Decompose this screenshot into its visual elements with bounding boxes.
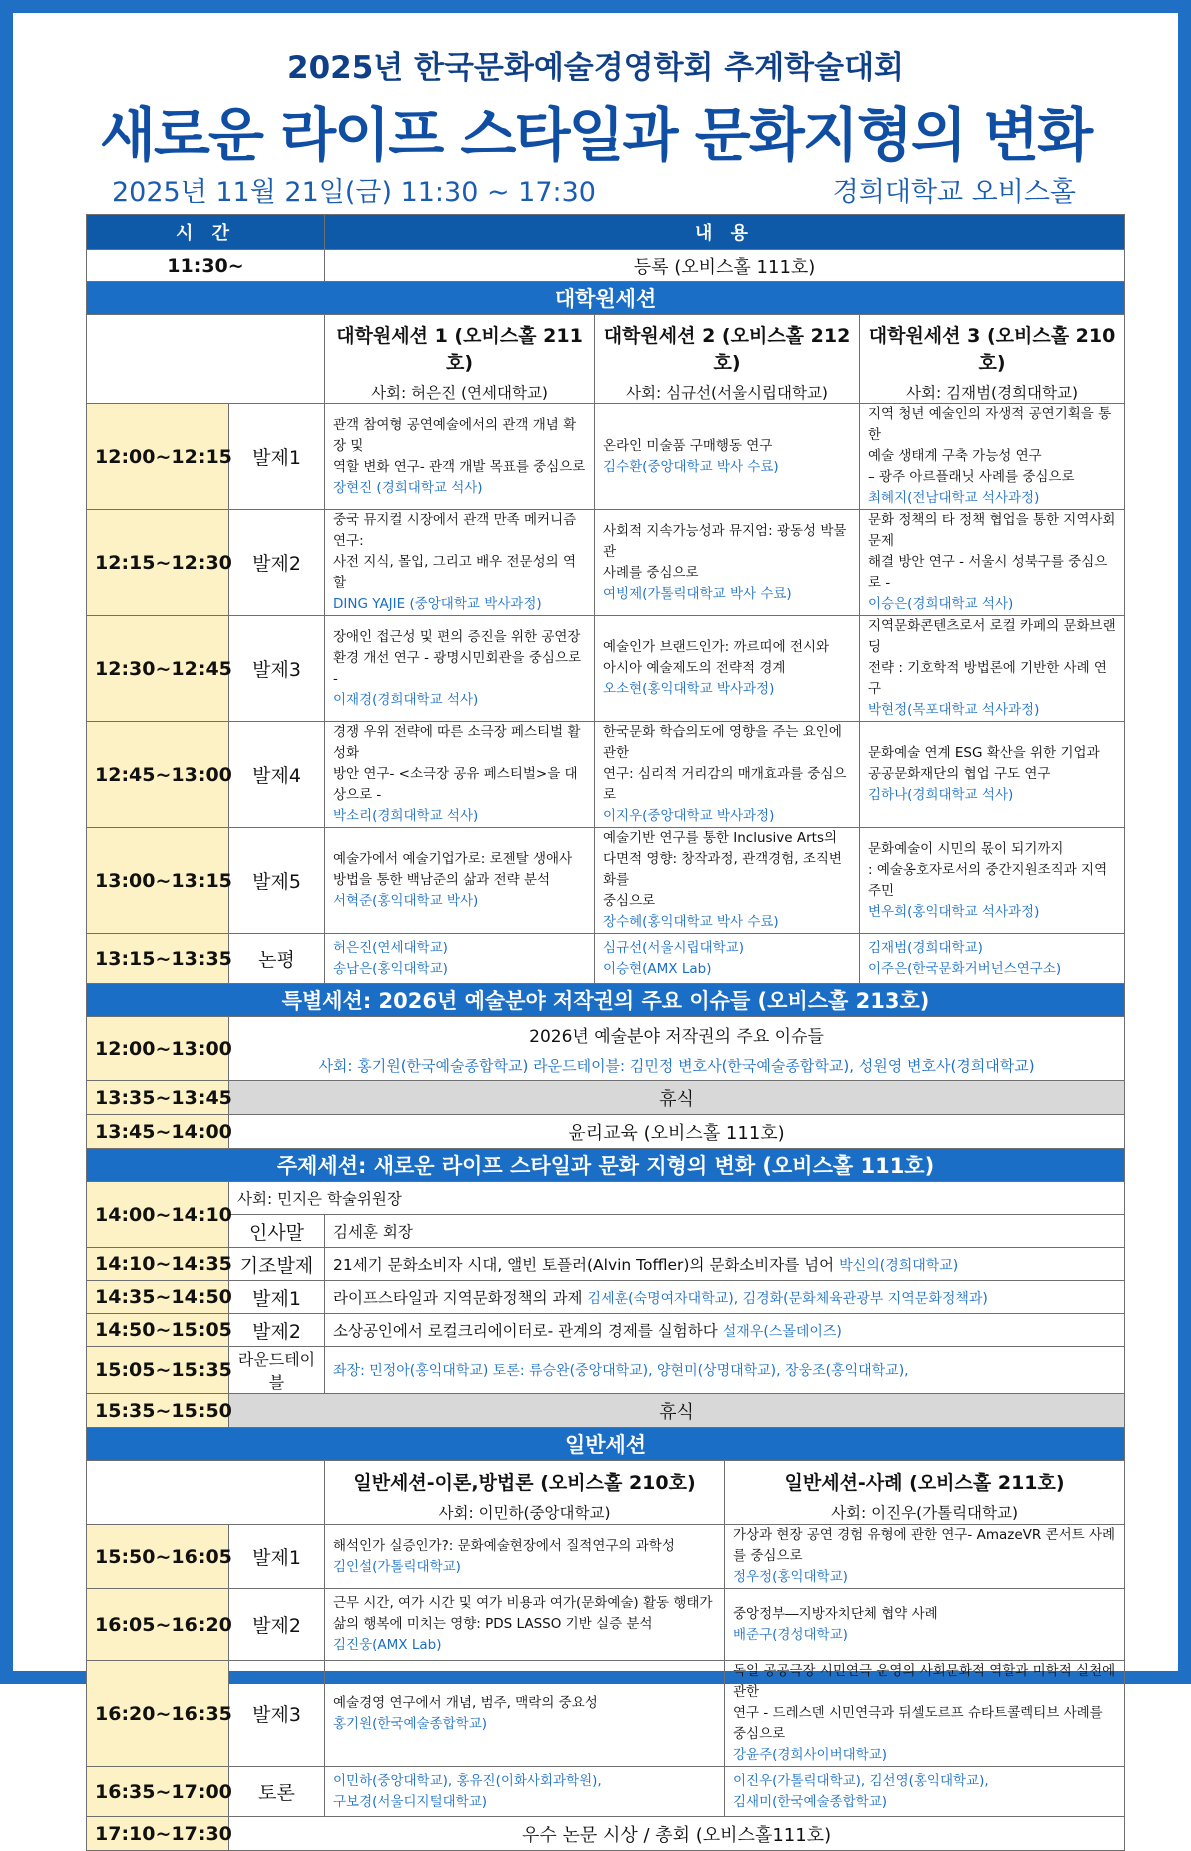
presentation-title: 사례를 중심으로 xyxy=(603,564,699,581)
presentation-cell xyxy=(725,1589,1125,1661)
grad-session-2-header xyxy=(595,315,860,404)
theme-moderator-row xyxy=(87,1182,1125,1215)
row-label: 발제1 xyxy=(229,1525,325,1589)
presentation-title: 예술가에서 예술기업가로: 로젠탈 생애사 xyxy=(333,851,573,867)
presentation-cell xyxy=(595,828,860,934)
presenter: 변우희(홍익대학교 석사과정) xyxy=(868,903,1040,920)
discussion-cell xyxy=(325,1767,725,1817)
grad-presentation-row xyxy=(87,828,1125,934)
discussant: 김새미(한국예술종합학교) xyxy=(733,1793,887,1810)
presentation-cell xyxy=(860,404,1125,510)
row-label: 발제2 xyxy=(229,1589,325,1661)
time-cell: 13:15~13:35 xyxy=(87,934,229,984)
presentation-title: 예술인가 브랜드인가: 까르띠에 전시와 xyxy=(603,639,830,655)
presenter: 이재경(경희대학교 석사) xyxy=(333,691,479,708)
time-cell: 14:00~14:10 xyxy=(87,1182,229,1248)
presentation-cell xyxy=(860,828,1125,934)
presenter: 서혁준(홍익대학교 박사) xyxy=(333,893,479,909)
row-label: 토론 xyxy=(229,1767,325,1817)
presentation-cell xyxy=(595,722,860,828)
presentation-title: 가상과 현장 공연 경험 유형에 관한 연구- AmazeVR 콘서트 사례를 중심으로 xyxy=(733,1527,1116,1564)
presentation-title: 전략 : 기호학적 방법론에 기반한 사례 연구 xyxy=(868,660,1107,697)
section-heading-row xyxy=(87,1428,1125,1461)
presentation-cell xyxy=(325,1661,725,1767)
presentation-title: 문화예술 연계 ESG 확산을 위한 기업과 xyxy=(868,745,1100,761)
row-label: 인사말 xyxy=(229,1215,325,1248)
reviewer: 김재범(경희대학교) xyxy=(868,939,983,956)
presentation-cell xyxy=(325,616,595,722)
session-title: 일반세션-이론,방법론 (오비스홀 210호) xyxy=(353,1472,696,1494)
theme-presentation-content xyxy=(325,1314,1125,1347)
reviewer: 송남은(홍익대학교) xyxy=(333,960,448,977)
presenter: 박신의(경희대학교) xyxy=(839,1258,959,1274)
presenter: 김수환(중앙대학교 박사 수료) xyxy=(603,458,779,475)
presentation-title: 온라인 미술품 구매행동 연구 xyxy=(603,437,773,454)
row-label: 논평 xyxy=(229,934,325,984)
presentation-title: 한국문화 학습의도에 영향을 주는 요인에 관한 xyxy=(603,724,842,761)
row-label: 발제2 xyxy=(229,510,325,616)
presentation-title: 장애인 접근성 및 편의 증진을 위한 공연장 xyxy=(333,628,581,645)
presentation-cell xyxy=(325,1525,725,1589)
break-text: 휴식 xyxy=(229,1081,1125,1115)
general-presentation-rows xyxy=(87,1525,1125,1767)
presenter: 오소현(홍익대학교 박사과정) xyxy=(603,681,775,697)
presentation-title: 예술기반 연구를 통한 Inclusive Arts의 xyxy=(603,830,838,846)
presentation-title: – 광주 아르플래닛 사례를 중심으로 xyxy=(868,469,1075,485)
presenter: 설재우(스몰데이즈) xyxy=(722,1324,842,1340)
presenter: DING YAJIE (중앙대학교 박사과정) xyxy=(333,596,542,612)
presenter: 홍기원(한국예술종합학교) xyxy=(333,1715,487,1732)
break-text: 휴식 xyxy=(229,1394,1125,1428)
discussant: 이민하(중앙대학교), 홍유진(이화사회과학원), xyxy=(333,1772,602,1789)
presentation-title: 해결 방안 연구 - 서울시 성북구를 중심으로 - xyxy=(868,554,1108,591)
presentation-title: 경쟁 우위 전략에 따른 소극장 페스티벌 활성화 xyxy=(333,724,581,761)
presentation-title: 연구 - 드레스덴 시민연극과 뒤셀도르프 슈타트콜렉티브 사례를 중심으로 xyxy=(733,1705,1103,1742)
grad-presentation-row xyxy=(87,722,1125,828)
presentation-title: 라이프스타일과 지역문화정책의 과제 xyxy=(333,1289,583,1307)
general-session-header-row xyxy=(87,1461,1125,1525)
session-title: 대학원세션 3 (오비스홀 210호) xyxy=(868,325,1116,374)
time-cell: 16:20~16:35 xyxy=(87,1661,229,1767)
general-session-1-header xyxy=(325,1461,725,1525)
presentation-cell xyxy=(595,616,860,722)
presentation-title: 사회적 지속가능성과 뮤지엄: 광동성 박물관 xyxy=(603,522,847,560)
time-cell: 14:35~14:50 xyxy=(87,1281,229,1314)
presenter: 이지우(중앙대학교 박사과정) xyxy=(603,808,775,824)
presentation-title: 다면적 영향: 창작과정, 관객경험, 조직변화를 xyxy=(603,851,842,888)
presenter: 여빙제(가톨릭대학교 박사 수료) xyxy=(603,585,792,602)
closing-row xyxy=(87,1817,1125,1851)
theme-presentation-rows xyxy=(87,1248,1125,1394)
presentation-title: 예술경영 연구에서 개념, 범주, 맥락의 중요성 xyxy=(333,1694,598,1711)
schedule-table xyxy=(86,214,1125,1851)
general-section-heading: 일반세션 xyxy=(87,1428,1125,1461)
grad-session-1-header xyxy=(325,315,595,404)
general-session-2-header xyxy=(725,1461,1125,1525)
time-cell: 17:10~17:30 xyxy=(87,1817,229,1851)
row-label: 발제2 xyxy=(229,1314,325,1347)
theme-presentation-content xyxy=(325,1347,1125,1394)
theme-presentation-row xyxy=(87,1281,1125,1314)
reviewer: 심규선(서울시립대학교) xyxy=(603,939,744,956)
theme-presentation-row xyxy=(87,1347,1125,1394)
special-row xyxy=(87,1017,1125,1081)
time-cell: 12:30~12:45 xyxy=(87,616,229,722)
presentation-cell xyxy=(725,1525,1125,1589)
presentation-title: 소상공인에서 로컬크리에이터로- 관계의 경제를 실험하다 xyxy=(333,1322,718,1340)
time-cell: 14:50~15:05 xyxy=(87,1314,229,1347)
session-moderator: 사회: 이민하(중앙대학교) xyxy=(438,1504,611,1522)
greeting-text: 김세훈 회장 xyxy=(325,1215,1125,1248)
theme-presentation-row xyxy=(87,1314,1125,1347)
presentation-title: 지역문화콘텐츠로서 로컬 카페의 문화브랜딩 xyxy=(868,618,1116,655)
general-discussion-row xyxy=(87,1767,1125,1817)
time-cell: 12:00~12:15 xyxy=(87,404,229,510)
break-row xyxy=(87,1394,1125,1428)
special-title: 2026년 예술분야 저작권의 주요 이슈들 xyxy=(529,1026,824,1047)
review-cell xyxy=(325,934,595,984)
presentation-cell xyxy=(325,510,595,616)
theme-section-heading: 주제세션: 새로운 라이프 스타일과 문화 지형의 변화 (오비스홀 111호) xyxy=(87,1149,1125,1182)
presentation-title: 문화예술이 시민의 몫이 되기까지 xyxy=(868,840,1064,857)
special-content xyxy=(229,1017,1125,1081)
time-cell: 12:45~13:00 xyxy=(87,722,229,828)
time-cell: 15:05~15:35 xyxy=(87,1347,229,1394)
session-moderator: 사회: 이진우(가톨릭대학교) xyxy=(831,1504,1019,1522)
row-label: 발제1 xyxy=(229,1281,325,1314)
session-moderator: 사회: 허은진 (연세대학교) xyxy=(371,384,548,402)
presentation-title: 사전 지식, 몰입, 그리고 배우 전문성의 역할 xyxy=(333,554,577,591)
special-people: 사회: 홍기원(한국예술종합학교) 라운드테이블: 김민정 변호사(한국예술종합학교), 성원영 변호사(경희대학교) xyxy=(318,1056,1035,1075)
presentation-cell xyxy=(325,722,595,828)
event-date: 2025년 11월 21일(금) 11:30 ~ 17:30 xyxy=(112,177,596,208)
session-moderator: 사회: 김재범(경희대학교) xyxy=(906,384,1079,402)
grad-session-3-header xyxy=(860,315,1125,404)
row-label: 기조발제 xyxy=(229,1248,325,1281)
presentation-title: 중앙정부―지방자치단체 협약 사례 xyxy=(733,1605,938,1622)
presentation-title: 방법을 통한 백남준의 삶과 전략 분석 xyxy=(333,872,551,888)
row-label: 라운드테이블 xyxy=(229,1347,325,1394)
reviewer: 허은진(연세대학교) xyxy=(333,939,448,956)
theme-greeting-row xyxy=(87,1215,1125,1248)
session-title: 대학원세션 1 (오비스홀 211호) xyxy=(336,325,583,374)
presentation-title: 역할 변화 연구- 관객 개발 목표를 중심으로 xyxy=(333,458,586,475)
theme-moderator: 사회: 민지은 학술위원장 xyxy=(229,1182,1125,1215)
special-section-heading: 특별세션: 2026년 예술분야 저작권의 주요 이슈들 (오비스홀 213호) xyxy=(87,984,1125,1017)
section-heading-row xyxy=(87,282,1125,315)
presentation-cell xyxy=(725,1661,1125,1767)
presentation-title: 문화 정책의 타 정책 협업을 통한 지역사회문제 xyxy=(868,512,1116,549)
ethics-text: 윤리교육 (오비스홀 111호) xyxy=(229,1115,1125,1149)
closing-text: 우수 논문 시상 / 총회 (오비스홀111호) xyxy=(229,1817,1125,1851)
presenter: 김진웅(AMX Lab) xyxy=(333,1637,442,1653)
presentation-title: 예술 생태계 구축 가능성 연구 xyxy=(868,448,1042,464)
presenter: 김인설(가톨릭대학교) xyxy=(333,1558,461,1575)
presentation-cell xyxy=(595,404,860,510)
presentation-cell xyxy=(595,510,860,616)
grad-presentation-row xyxy=(87,616,1125,722)
registration-row xyxy=(87,250,1125,282)
time-cell: 13:35~13:45 xyxy=(87,1081,229,1115)
presenter: 배준구(경성대학교) xyxy=(733,1626,848,1643)
event-subtitle: 2025년 한국문화예술경영학회 추계학술대회 xyxy=(287,50,904,86)
presenter: 좌장: 민정아(홍익대학교) 토론: 류승완(중앙대학교), 양현미(상명대학교), 장웅조(홍익대학교), xyxy=(333,1363,909,1379)
session-moderator: 사회: 심규선(서울시립대학교) xyxy=(626,384,828,402)
grad-session-header-row xyxy=(87,315,1125,404)
theme-presentation-content xyxy=(325,1248,1125,1281)
discussion-cell xyxy=(725,1767,1125,1817)
registration-time: 11:30~ xyxy=(87,250,325,282)
presenter: 김세훈(숙명여자대학교), 김경화(문화체육관광부 지역문화정책과) xyxy=(587,1291,988,1307)
review-cell xyxy=(595,934,860,984)
time-cell: 12:15~12:30 xyxy=(87,510,229,616)
row-label: 발제4 xyxy=(229,722,325,828)
presentation-title: 해석인가 실증인가?: 문화예술현장에서 질적연구의 과학성 xyxy=(333,1537,675,1554)
presenter: 이승은(경희대학교 석사) xyxy=(868,596,1014,612)
presentation-title: 21세기 문화소비자 시대, 앨빈 토플러(Alvin Toffler)의 문화소비자를 넘어 xyxy=(333,1256,835,1274)
section-heading-row xyxy=(87,984,1125,1017)
presentation-cell xyxy=(325,828,595,934)
discussant: 구보경(서울디지털대학교) xyxy=(333,1793,487,1810)
presentation-title: 공공문화재단의 협업 구도 연구 xyxy=(868,766,1051,782)
presentation-title: 삶의 행복에 미치는 영향: PDS LASSO 기반 실증 분석 xyxy=(333,1616,653,1632)
presentation-title: 근무 시간, 여가 시간 및 여가 비용과 여가(문화예술) 활동 행태가 xyxy=(333,1595,713,1611)
general-presentation-row xyxy=(87,1525,1125,1589)
presenter: 장현진 (경희대학교 석사) xyxy=(333,479,483,496)
time-cell: 13:00~13:15 xyxy=(87,828,229,934)
presentation-title: 독일 공공극장 시민연극 운영의 사회문화적 역할과 미학적 실천에 관한 xyxy=(733,1663,1116,1700)
theme-presentation-row xyxy=(87,1248,1125,1281)
row-label: 발제1 xyxy=(229,404,325,510)
general-presentation-row xyxy=(87,1589,1125,1661)
time-cell: 16:35~17:00 xyxy=(87,1767,229,1817)
empty-cell xyxy=(87,315,325,404)
grad-section-heading: 대학원세션 xyxy=(87,282,1125,315)
discussant: 이진우(가톨릭대학교), 김선영(홍익대학교), xyxy=(733,1772,989,1789)
grad-presentation-row xyxy=(87,404,1125,510)
presentation-title: 방안 연구- <소극장 공유 페스티벌>을 대상으로 - xyxy=(333,766,578,803)
time-cell: 15:35~15:50 xyxy=(87,1394,229,1428)
theme-presentation-content xyxy=(325,1281,1125,1314)
grad-presentation-row xyxy=(87,510,1125,616)
presentation-title: : 예술옹호자로서의 중간지원조직과 지역주민 xyxy=(868,861,1108,899)
presentation-title: 관객 참여형 공연예술에서의 관객 개념 확장 및 xyxy=(333,416,577,454)
presentation-cell xyxy=(860,722,1125,828)
presentation-title: 아시아 예술제도의 전략적 경계 xyxy=(603,660,786,676)
presentation-cell xyxy=(860,510,1125,616)
session-title: 일반세션-사례 (오비스홀 211호) xyxy=(784,1472,1065,1494)
time-cell: 15:50~16:05 xyxy=(87,1525,229,1589)
event-venue: 경희대학교 오비스홀 xyxy=(832,177,1076,208)
ethics-row xyxy=(87,1115,1125,1149)
presenter: 장수혜(홍익대학교 박사 수료) xyxy=(603,914,779,930)
presenter: 강윤주(경희사이버대학교) xyxy=(733,1747,887,1763)
presentation-title: 지역 청년 예술인의 자생적 공연기획을 통한 xyxy=(868,406,1112,443)
table-header-row xyxy=(87,215,1125,250)
reviewer: 이주은(한국문화거버넌스연구소) xyxy=(868,960,1062,977)
registration-text: 등록 (오비스홀 111호) xyxy=(325,250,1125,282)
review-cell xyxy=(860,934,1125,984)
event-title: 새로운 라이프 스타일과 문화지형의 변화 xyxy=(99,101,1092,169)
presenter: 정우정(홍익대학교) xyxy=(733,1569,848,1585)
presentation-title: 환경 개선 연구 - 광명시민회관을 중심으로 - xyxy=(333,649,582,687)
col-header-content: 내 용 xyxy=(325,215,1125,250)
general-presentation-row xyxy=(87,1661,1125,1767)
section-heading-row xyxy=(87,1149,1125,1182)
break-row xyxy=(87,1081,1125,1115)
presentation-cell xyxy=(325,1589,725,1661)
row-label: 발제5 xyxy=(229,828,325,934)
presentation-cell xyxy=(325,404,595,510)
presenter: 최혜지(전남대학교 석사과정) xyxy=(868,490,1040,506)
presenter: 박소리(경희대학교 석사) xyxy=(333,808,479,824)
presentation-title: 연구: 심리적 거리감의 매개효과를 중심으로 xyxy=(603,766,847,803)
grad-presentation-rows xyxy=(87,404,1125,934)
presentation-cell xyxy=(860,616,1125,722)
time-cell: 12:00~13:00 xyxy=(87,1017,229,1081)
empty-cell xyxy=(87,1461,325,1525)
presentation-title: 중국 뮤지컬 시장에서 관객 만족 메커니즘 연구: xyxy=(333,512,577,549)
grad-review-row xyxy=(87,934,1125,984)
time-cell: 13:45~14:00 xyxy=(87,1115,229,1149)
row-label: 발제3 xyxy=(229,616,325,722)
time-cell: 16:05~16:20 xyxy=(87,1589,229,1661)
presenter: 박현정(목포대학교 석사과정) xyxy=(868,702,1040,718)
time-cell: 14:10~14:35 xyxy=(87,1248,229,1281)
presentation-title: 중심으로 xyxy=(603,893,656,909)
reviewer: 이승현(AMX Lab) xyxy=(603,960,712,977)
presenter: 김하나(경희대학교 석사) xyxy=(868,787,1014,803)
session-title: 대학원세션 2 (오비스홀 212호) xyxy=(603,325,851,374)
row-label: 발제3 xyxy=(229,1661,325,1767)
col-header-time: 시 간 xyxy=(87,215,325,250)
